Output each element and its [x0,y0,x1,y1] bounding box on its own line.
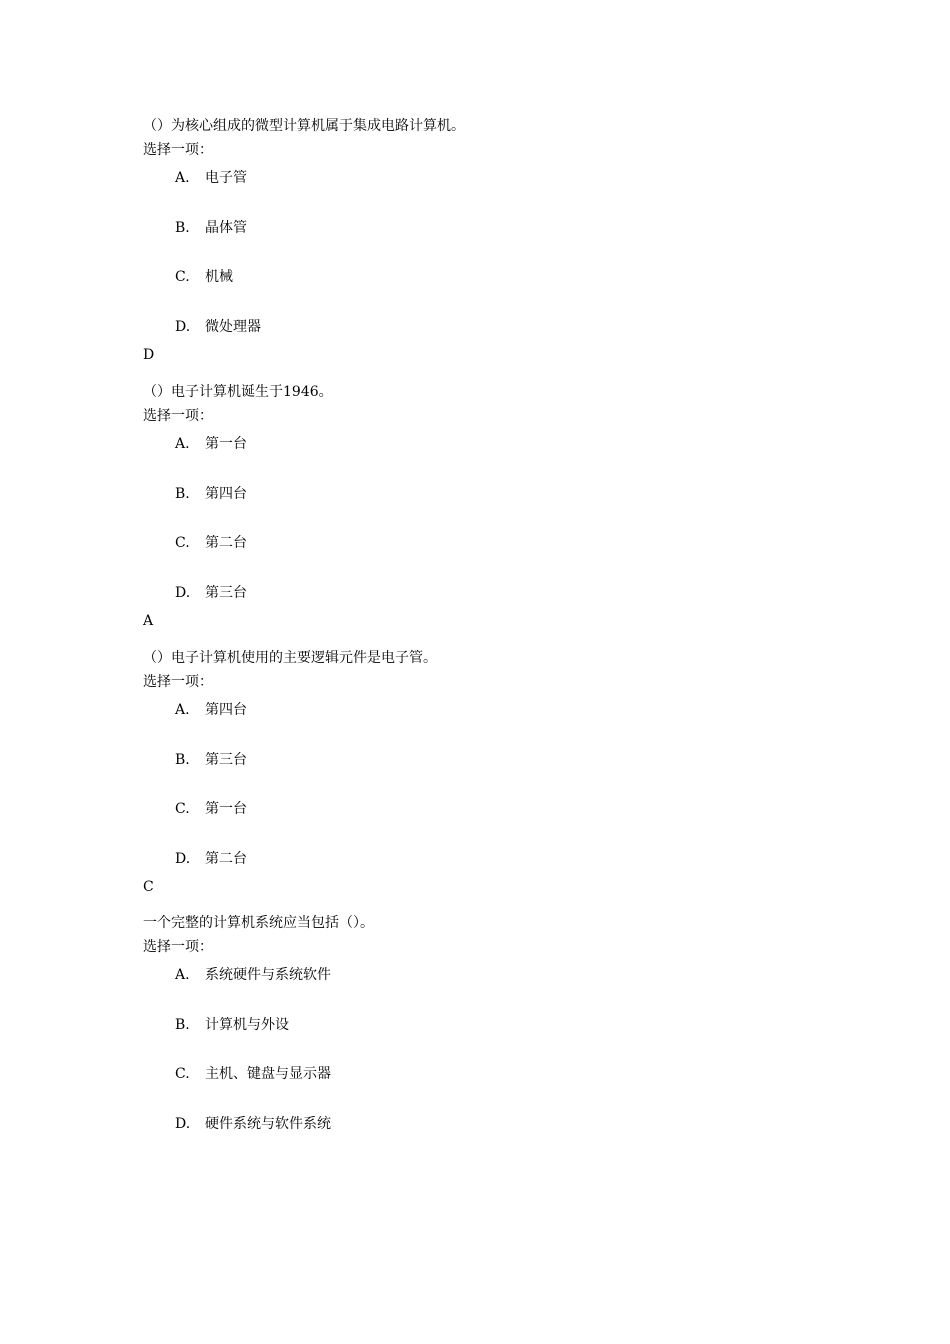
option-c [143,797,843,847]
question-stem: 一个完整的计算机系统应当包括（）。 [143,915,374,931]
question-stem: （）电子计算机使用的主要逻辑元件是电子管。 [143,650,437,666]
option-text: 系统硬件与系统软件 [205,967,331,983]
option-letter: D. [175,584,191,601]
option-text: 第一台 [205,801,247,817]
option-b [143,482,843,532]
question-3 [143,646,843,899]
option-c [143,1062,843,1112]
option-text: 第二台 [205,535,247,551]
option-text: 微处理器 [205,318,261,335]
option-letter: B. [175,1016,190,1033]
option-text: 第三台 [205,751,247,768]
option-list [143,432,843,609]
option-letter: D. [175,1115,191,1132]
option-letter: C. [175,535,190,551]
question-prompt: 选择一项： [143,674,213,690]
option-letter: C. [175,801,190,817]
option-b [143,748,843,798]
option-d [143,315,843,343]
option-letter: A. [175,436,190,452]
option-text: 第一台 [205,436,247,452]
question-4 [143,911,843,1140]
question-stem: （）为核心组成的微型计算机属于集成电路计算机。 [143,118,465,134]
option-c [143,265,843,315]
option-c [143,531,843,581]
question-prompt: 选择一项： [143,939,213,955]
option-a [143,698,843,748]
answer-key: C [143,878,154,895]
option-a [143,432,843,482]
question-stem: （）电子计算机诞生于1946。 [143,384,333,400]
option-letter: B. [175,751,190,768]
option-letter: C. [175,1066,190,1082]
option-text: 晶体管 [205,219,247,236]
answer-key: D [143,346,155,363]
option-text: 第四台 [205,702,247,718]
option-letter: A. [175,702,190,718]
option-b [143,216,843,266]
option-b [143,1013,843,1063]
option-a [143,963,843,1013]
question-prompt: 选择一项： [143,142,213,158]
option-list [143,698,843,875]
option-text: 机械 [205,269,233,285]
option-text: 计算机与外设 [205,1016,289,1033]
option-letter: A. [175,967,190,983]
option-text: 硬件系统与软件系统 [205,1115,331,1132]
option-letter: C. [175,269,190,285]
option-text: 电子管 [205,170,247,186]
question-2 [143,380,843,633]
option-d [143,581,843,609]
question-1 [143,114,843,367]
option-text: 第四台 [205,485,247,502]
option-letter: A. [175,170,190,186]
option-list [143,166,843,343]
option-letter: D. [175,850,191,867]
option-letter: D. [175,318,191,335]
option-d [143,1112,843,1140]
option-a [143,166,843,216]
option-text: 主机、键盘与显示器 [205,1066,331,1082]
option-letter: B. [175,485,190,502]
option-text: 第二台 [205,850,247,867]
option-text: 第三台 [205,584,247,601]
answer-key: A [143,612,154,629]
option-d [143,847,843,875]
option-list [143,963,843,1140]
option-letter: B. [175,219,190,236]
question-prompt: 选择一项： [143,408,213,424]
